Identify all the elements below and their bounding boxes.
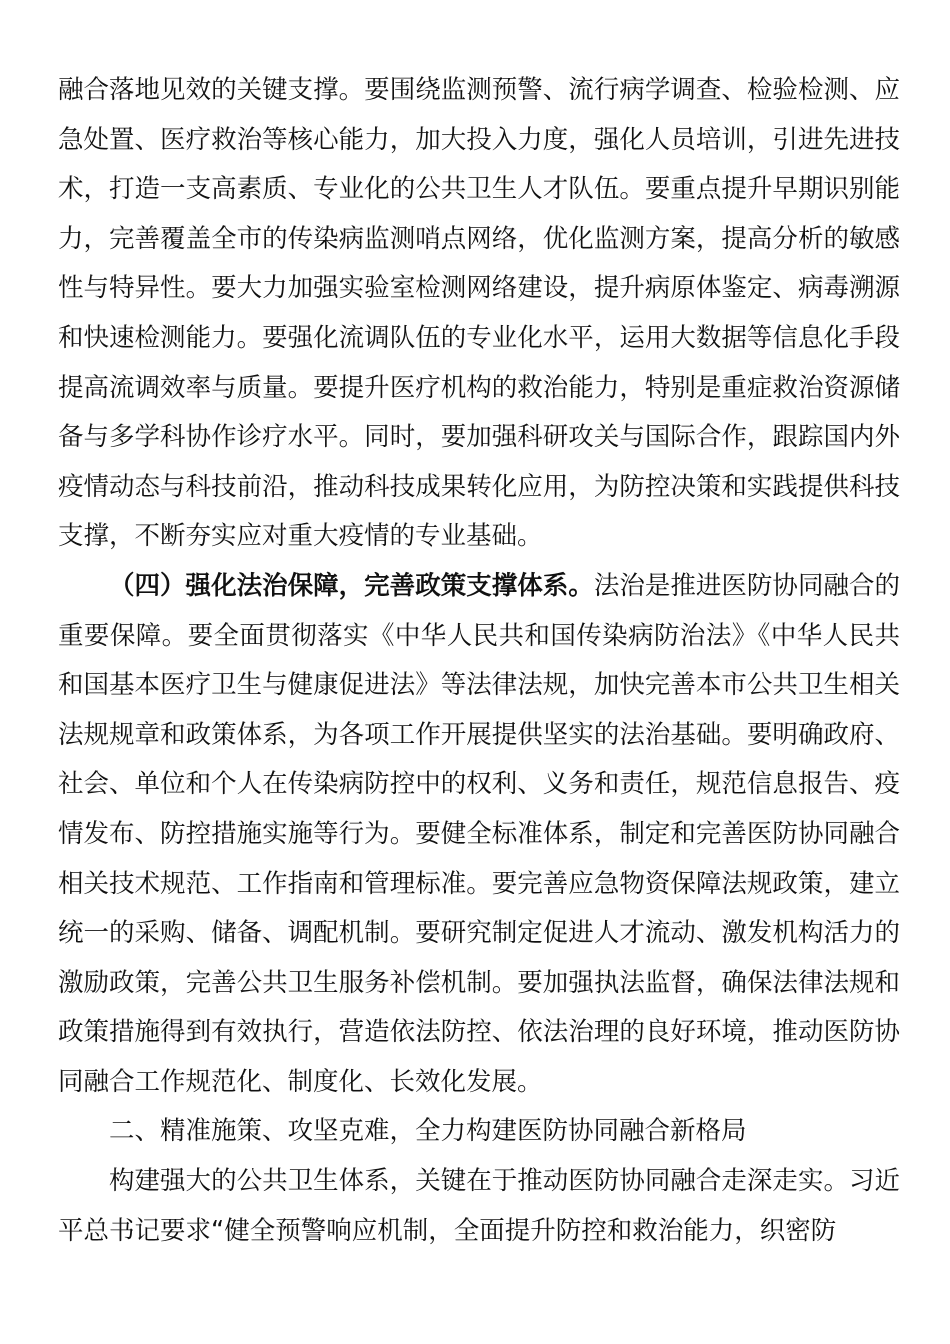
paragraph-section-four bbox=[58, 562, 900, 1108]
paragraph-last: 构建强大的公共卫生体系，关键在于推动医防协同融合走深走实。习近平总书记要求“健全预警响应机制，全面提升防控和救治能力，织密防 bbox=[58, 1166, 900, 1246]
section-two-heading: 二、精准施策、攻坚克难，全力构建医防协同融合新格局 bbox=[109, 1116, 747, 1147]
section-four-heading: （四）强化法治保障，完善政策支撑体系。 bbox=[109, 570, 594, 601]
paragraph-continuation: 融合落地见效的关键支撑。要围绕监测预警、流行病学调查、检验检测、应急处置、医疗救治等核心能力，加大投入力度，强化人员培训，引进先进技术，打造一支高素质、专业化的公共卫生人才队伍。要重点提升早期识别能力，完善覆盖全市的传染病监测哨点网络，优化监测方案，提高分析的敏感性与特异性。要大力加强实验室检测网络建设，提升病原体鉴定、病毒溯源和快速检测能力。要强化流调队伍的专业化水平，运用大数据等信息化手段提高流调效率与质量。要提升医疗机构的救治能力，特别是重症救治资源储备与多学科协作诊疗水平。同时，要加强科研攻关与国际合作，跟踪国内外疫情动态与科技前沿，推动科技成果转化应用，为防控决策和实践提供科技支撑，不断夯实应对重大疫情的专业基础。 bbox=[58, 75, 900, 552]
document-page bbox=[58, 66, 900, 1256]
section-four-body: 法治是推进医防协同融合的重要保障。要全面贯彻落实《中华人民共和国传染病防治法》《中华人民共和国基本医疗卫生与健康促进法》等法律法规，加快完善本市公共卫生相关法规规章和政策体系，为各项工作开展提供坚实的法治基础。要明确政府、社会、单位和个人在传染病防控中的权利、义务和责任，规范信息报告、疫情发布、防控措施实施等行为。要健全标准体系，制定和完善医防协同融合相关技术规范、工作指南和管理标准。要完善应急物资保障法规政策，建立统一的采购、储备、调配机制。要研究制定促进人才流动、激发机构活力的激励政策，完善公共卫生服务补偿机制。要加强执法监督，确保法律法规和政策措施得到有效执行，营造依法防控、依法治理的良好环境，推动医防协同融合工作规范化、制度化、长效化发展。 bbox=[58, 570, 900, 1097]
